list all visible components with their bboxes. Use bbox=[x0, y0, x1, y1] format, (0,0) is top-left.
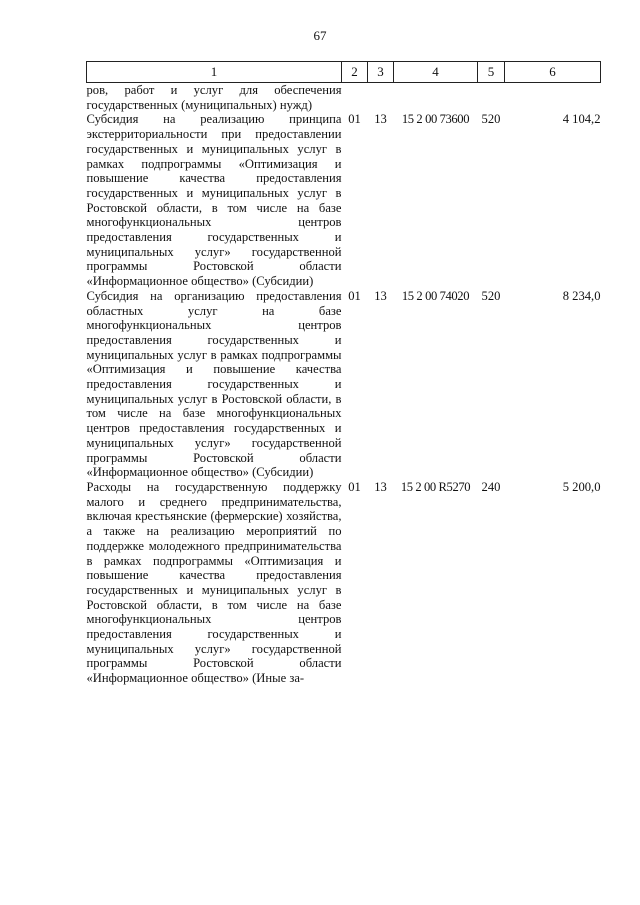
row-description: Субсидия на реализацию принципа экстерриториальности при предоставлении государственных и муниципальных услуг в рамках подпрограммы «Оптимизация и повышение качества предоставления государственных и муниципальных услуг в Ростовской области, в том числе на базе многофункциональных центров предоставления государственных и муниципальных услуг» государственной программы Ростовской области «Информационное общество» (Субсидии) bbox=[86, 112, 342, 289]
row-description: ров, работ и услуг для обеспечения государственных (муниципальных) нужд) bbox=[86, 83, 342, 112]
row-expense-type: 520 bbox=[481, 112, 501, 127]
row-amount bbox=[505, 83, 601, 113]
budget-table bbox=[86, 61, 601, 686]
row-section: 01 bbox=[348, 288, 361, 303]
row-section: 01 bbox=[348, 112, 361, 127]
table-header-row bbox=[87, 62, 601, 83]
table-row bbox=[87, 289, 601, 480]
row-section: 01 bbox=[348, 479, 361, 494]
row-subsection: 13 bbox=[374, 112, 387, 127]
row-expense-type bbox=[478, 83, 505, 113]
row-target-code: 15 2 00 74020 bbox=[401, 288, 470, 303]
row-section bbox=[342, 83, 368, 113]
column-header-6: 6 bbox=[505, 62, 601, 83]
row-amount: 4 104,2 bbox=[562, 112, 601, 127]
column-header-4: 4 bbox=[394, 62, 478, 83]
row-target-code: 15 2 00 R5270 bbox=[400, 479, 471, 494]
row-target-code: 15 2 00 73600 bbox=[401, 112, 470, 127]
table-row bbox=[87, 83, 601, 113]
column-header-2: 2 bbox=[342, 62, 368, 83]
column-header-5: 5 bbox=[478, 62, 505, 83]
row-expense-type: 520 bbox=[481, 288, 501, 303]
table-row bbox=[87, 112, 601, 288]
column-header-1: 1 bbox=[87, 62, 342, 83]
row-subsection: 13 bbox=[374, 288, 387, 303]
row-expense-type: 240 bbox=[481, 479, 501, 494]
row-subsection: 13 bbox=[374, 479, 387, 494]
row-amount: 8 234,0 bbox=[562, 288, 601, 303]
page-number: 67 bbox=[313, 28, 327, 43]
row-amount: 5 200,0 bbox=[562, 479, 601, 494]
row-description: Расходы на государственную поддержку малого и среднего предпринимательства, включая крестьянские (фермерские) хозяйства, а также на реализацию мероприятий по поддержке молодежного предпринимательства в рамках подпрограммы «Оптимизация и повышение качества предоставления государственных и муниципальных услуг в Ростовской области, в том числе на базе многофункциональных центров предоставления государственных и муниципальных услуг» государственной программы Ростовской области «Информационное общество» (Иные за- bbox=[86, 479, 342, 686]
row-subsection bbox=[368, 83, 394, 113]
row-target-code bbox=[394, 83, 478, 113]
table-row bbox=[87, 480, 601, 686]
row-description: Субсидия на организацию предоставления областных услуг на базе многофункциональных центров предоставления государственных и муниципальных услуг в рамках подпрограммы «Оптимизация и повышение качества предоставления государственных и муниципальных услуг в Ростовской области, в том числе на базе многофункциональных центров предоставления государственных и муниципальных услуг» государственной программы Ростовской области «Информационное общество» (Субсидии) bbox=[86, 288, 342, 480]
column-header-3: 3 bbox=[368, 62, 394, 83]
